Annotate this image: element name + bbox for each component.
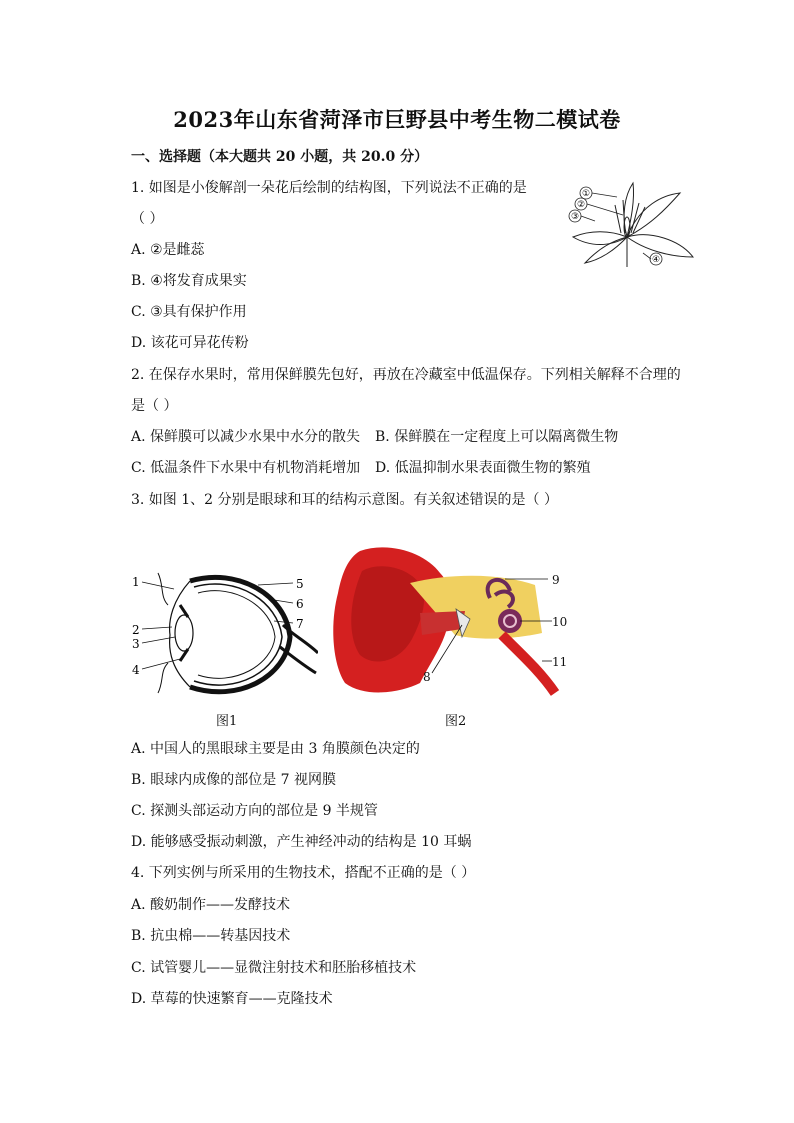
ear-label-8: 8 — [423, 670, 431, 684]
eye-lens — [175, 615, 193, 651]
eustachian-tube — [502, 635, 555, 693]
q1-option-d: D. 该花可异花传粉 — [131, 335, 249, 351]
eyelid — [158, 573, 168, 693]
q3-option-b: B. 眼球内成像的部位是 7 视网膜 — [131, 772, 336, 788]
q2-stem-line1: 2. 在保存水果时，常用保鲜膜先包好，再放在冷藏室中低温保存。下列相关解释不合理的 — [131, 367, 681, 383]
eye-iris — [180, 605, 188, 661]
ear-label-11: 11 — [552, 655, 568, 669]
cochlea — [498, 609, 522, 633]
q1-option-c: C. ③具有保护作用 — [131, 304, 247, 320]
ear-label-9: 9 — [552, 573, 560, 587]
section-heading: 一、选择题（本大题共 20 小题，共 20.0 分） — [131, 149, 429, 165]
flower-label-1: ① — [581, 189, 591, 199]
eye-label-7: 7 — [296, 617, 304, 631]
q2-option-b: B. 保鲜膜在一定程度上可以隔离微生物 — [375, 429, 619, 445]
q4-stem: 4. 下列实例与所采用的生物技术，搭配不正确的是（ ） — [131, 865, 476, 881]
fig2-caption: 图2 — [445, 714, 467, 729]
ear-diagram — [330, 543, 575, 703]
eye-diagram — [128, 565, 318, 710]
q4-option-b: B. 抗虫棉——转基因技术 — [131, 928, 291, 944]
q2-stem-line2: 是（ ） — [131, 398, 178, 414]
flower-label-4: ④ — [651, 255, 661, 265]
flower-petal-left — [573, 232, 627, 245]
q1-option-b: B. ④将发育成果实 — [131, 273, 247, 289]
ear-label-10: 10 — [552, 615, 568, 629]
eye-label-4: 4 — [132, 663, 140, 677]
q2-option-d: D. 低温抑制水果表面微生物的繁殖 — [375, 460, 591, 476]
q2-option-c: C. 低温条件下水果中有机物消耗增加 — [131, 460, 361, 476]
flower-label-2: ② — [576, 200, 586, 210]
eye-retina — [198, 591, 275, 679]
q3-stem: 3. 如图 1、2 分别是眼球和耳的结构示意图。有关叙述错误的是（ ） — [131, 492, 558, 508]
flower-diagram — [555, 175, 700, 270]
q3-option-c: C. 探测头部运动方向的部位是 9 半规管 — [131, 803, 378, 819]
q3-option-d: D. 能够感受振动刺激，产生神经冲动的结构是 10 耳蜗 — [131, 834, 472, 850]
q1-stem-line1: 1. 如图是小俊解剖一朵花后绘制的结构图，下列说法不正确的是 — [131, 180, 527, 196]
q4-option-c: C. 试管婴儿——显微注射技术和胚胎移植技术 — [131, 960, 417, 976]
eye-label-2: 2 — [132, 623, 140, 637]
q3-option-a: A. 中国人的黑眼球主要是由 3 角膜颜色决定的 — [131, 741, 420, 757]
fig1-caption: 图1 — [216, 714, 238, 729]
eye-label-1: 1 — [132, 575, 140, 589]
q2-option-a: A. 保鲜膜可以减少水果中水分的散失 — [131, 429, 361, 445]
q1-option-a: A. ②是雌蕊 — [131, 242, 205, 258]
flower-petal-lower-left — [585, 237, 627, 263]
eye-label-5: 5 — [296, 577, 304, 591]
flower-petal-lower-right — [627, 235, 693, 257]
eye-label-6: 6 — [296, 597, 304, 611]
flower-petal-right — [627, 193, 680, 237]
q4-option-d: D. 草莓的快速繁育——克隆技术 — [131, 991, 333, 1007]
eye-cornea — [170, 581, 190, 687]
eye-label-3: 3 — [132, 637, 140, 651]
q4-option-a: A. 酸奶制作——发酵技术 — [131, 897, 291, 913]
q1-stem-line2: （ ） — [131, 211, 164, 227]
flower-label-3: ③ — [570, 212, 580, 222]
page-title: 2023年山东省菏泽市巨野县中考生物二模试卷 — [173, 107, 621, 132]
